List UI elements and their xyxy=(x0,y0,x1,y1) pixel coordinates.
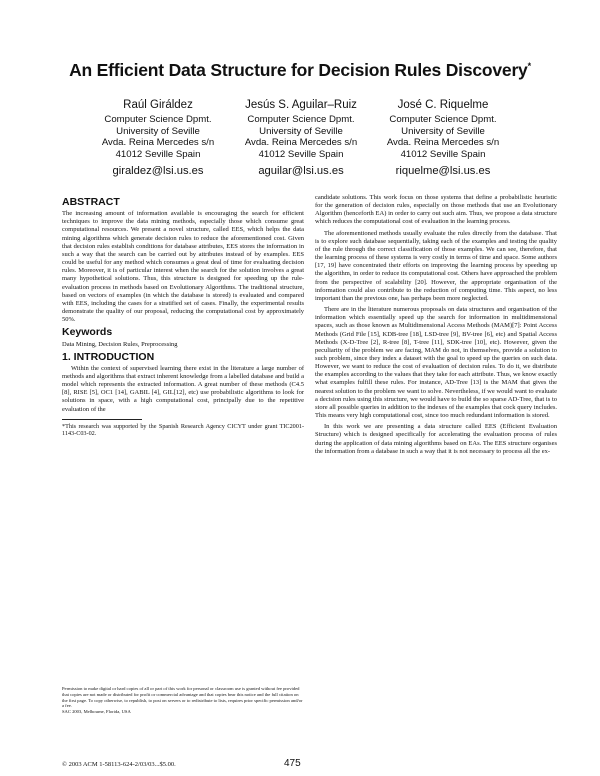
page-number: 475 xyxy=(284,758,301,769)
author-address: Avda. Reina Mercedes s/n xyxy=(101,137,215,149)
permission-text: Permission to make digital or hard copies of all or part of this work for personal or classroom use is granted without fee provided that copies are not made or distributed for profit or commercial advantage and that copies bear this notice and the full citation on the first page. To copy otherwise, to republish, to post on servers or to redistribute to lists, requires prior specific permission and/or a fee. xyxy=(62,686,303,709)
author-address: Avda. Reina Mercedes s/n xyxy=(244,137,358,149)
author-dept: Computer Science Dpmt. xyxy=(247,114,355,126)
title-footnote-mark: * xyxy=(527,61,531,72)
left-column xyxy=(62,194,304,438)
author-address: Avda. Reina Mercedes s/n xyxy=(386,137,500,149)
body-paragraph: There are in the literature numerous proposals on data structures and organisation of the information which essentially speed up the search for information in multidimensional spaces, such as those known as Multidimensional Access Methods (MAM)[7]: Point Access Methods (Grid File [15], KDB-tree [18], LSD-tree [9], BV-tree [6], etc) and Spatial Access Methods (X-D-Tree [2], R-tree [8], T-tree [11], SDK-tree [10], etc). However, given the peculiarity of the problem we are facing, MAM do not, in themselves, provide a solution to such problem, since they index a dataset with the goal to speed up the queries on such data. However, we want to reduce the cost of evaluation of decision rules. To do it, we distribute the examples according to the values that they take for each attribute. Thus, we know exactly what examples fulfill these rules. For instance, AD-Tree [13] is the MAM that gives the nearest solution to the problem we want to solve. Nevertheless, if we would want to evaluate a decision rules using this structure, we would have to build the so sparse AD-Tree, that is to store all possible queries in addition to the indexes of the examples that cock query includes. This means very high computational cost, since too much redundant information is stored. xyxy=(315,306,557,420)
right-column xyxy=(315,194,557,459)
author-university: University of Seville xyxy=(116,125,200,137)
author-city: 41012 Seville Spain xyxy=(400,148,486,160)
permission-notice xyxy=(62,686,304,715)
body-paragraph: The aforementioned methods usually evaluate the rules directly from the database. That is to explore such database sequentially, taking each of the examples and testing the quality of the rule through the correct classification of those examples. We can see, therefore, that the learning process of these systems is very costly in terms of time and space. Some authors [17, 19] have concentrated their efforts on improving the learning process by speeding up the algorithm, in order to reduce its computational cost. Others have approached the problem from the perspective of scalability [20]. However, the appropriate organisation of the information could also contribute to the reduction of computing time. This aspect, no less important than the previous one, has perhaps been more neglected. xyxy=(315,229,557,302)
author-email: riquelme@lsi.us.es xyxy=(395,165,491,178)
author-city: 41012 Seville Spain xyxy=(258,148,344,160)
author-university: University of Seville xyxy=(259,125,343,137)
author-name: Jesús S. Aguilar–Ruiz xyxy=(245,99,357,111)
introduction-heading: 1. INTRODUCTION xyxy=(62,350,155,363)
body-paragraph: candidate solutions. This work focus on those systems that define a probabilistic heuristic for the generation of decision rules, especially on those methods that use an Evolutionary Algorithm (henceforth EA) in order to carry out such aim. Thus, we propose a data structure which reduces the computational cost of evaluation in the learning process. xyxy=(315,194,557,226)
author-dept: Computer Science Dpmt. xyxy=(104,114,212,126)
footnote-rule xyxy=(62,419,142,420)
abstract-heading: ABSTRACT xyxy=(62,196,120,208)
title-text: An Efficient Data Structure for Decision Rules Discovery xyxy=(69,60,528,80)
author-block-3 xyxy=(358,100,528,177)
keywords-text: Data Mining, Decision Rules, Preprocessing xyxy=(62,340,178,348)
conference-line: SAC 2003, Melbourne, Florida, USA xyxy=(62,709,131,715)
copyright-line: © 2003 ACM 1-58113-624-2/03/03...$5.00. xyxy=(62,761,176,768)
author-name: José C. Riquelme xyxy=(397,99,489,111)
author-city: 41012 Seville Spain xyxy=(115,148,201,160)
author-email: giraldez@lsi.us.es xyxy=(112,165,204,178)
author-email: aguilar@lsi.us.es xyxy=(258,165,344,178)
funding-footnote: *This research was supported by the Spanish Research Agency CICYT under grant TIC2001-1143-C03-02. xyxy=(62,422,304,438)
body-paragraph: In this work we are presenting a data structure called EES (Efficient Evaluation Structure) which is designed specifically for accelerating the evaluation process of rules during the application of data mining algorithms based on EAs. The EES structure organises the information from a database in such a way that it is not necessary to process all the ex- xyxy=(315,423,557,455)
paper-title xyxy=(0,60,600,81)
author-name: Raúl Giráldez xyxy=(123,99,193,111)
introduction-text: Within the context of supervised learning there exist in the literature a large number of methods and algorithms that extract inherent knowledge from a labelled database and build a model which represents the extracted information. A great number of these methods (C4.5 [8], RISE [5], OC1 [14], GABIL [4], GIL[12], etc) use probabilistic algorithms to look for solutions in space, with a high computational cost, principally due to the repetitive evaluation of the xyxy=(62,364,304,413)
keywords-heading: Keywords xyxy=(62,326,113,339)
author-dept: Computer Science Dpmt. xyxy=(389,114,497,126)
author-university: University of Seville xyxy=(401,125,485,137)
abstract-text: The increasing amount of information available is encouraging the search for efficient techniques to improve the data mining methods, especially those which consume great computational resources. We present a novel structure, called EES, which helps the data mining algorithms which generate decision rules to reduce the aforementioned cost. Given that decision rules establish conditions for database attributes, EES stores the information in such a way that the search can be carried out by attributes instead of by examples. EES could be useful for any method which consumes a great deal of time for evaluating decision rules. Moreover, it is of particular interest when the search for the solution involves a great many hypothetical solutions. Thus, this structure is designed for speeding up the rule-evaluation process in methods based on Evolutionary Algorithms. The traditional structure, based on vectors of examples (in which the database is stored) is evaluated and compared with EES, including the cases for a stratified set of cases. Finally, the experimental results demonstrate the quality of our proposal, reducing the computational cost by approximately 50%. xyxy=(62,210,304,324)
